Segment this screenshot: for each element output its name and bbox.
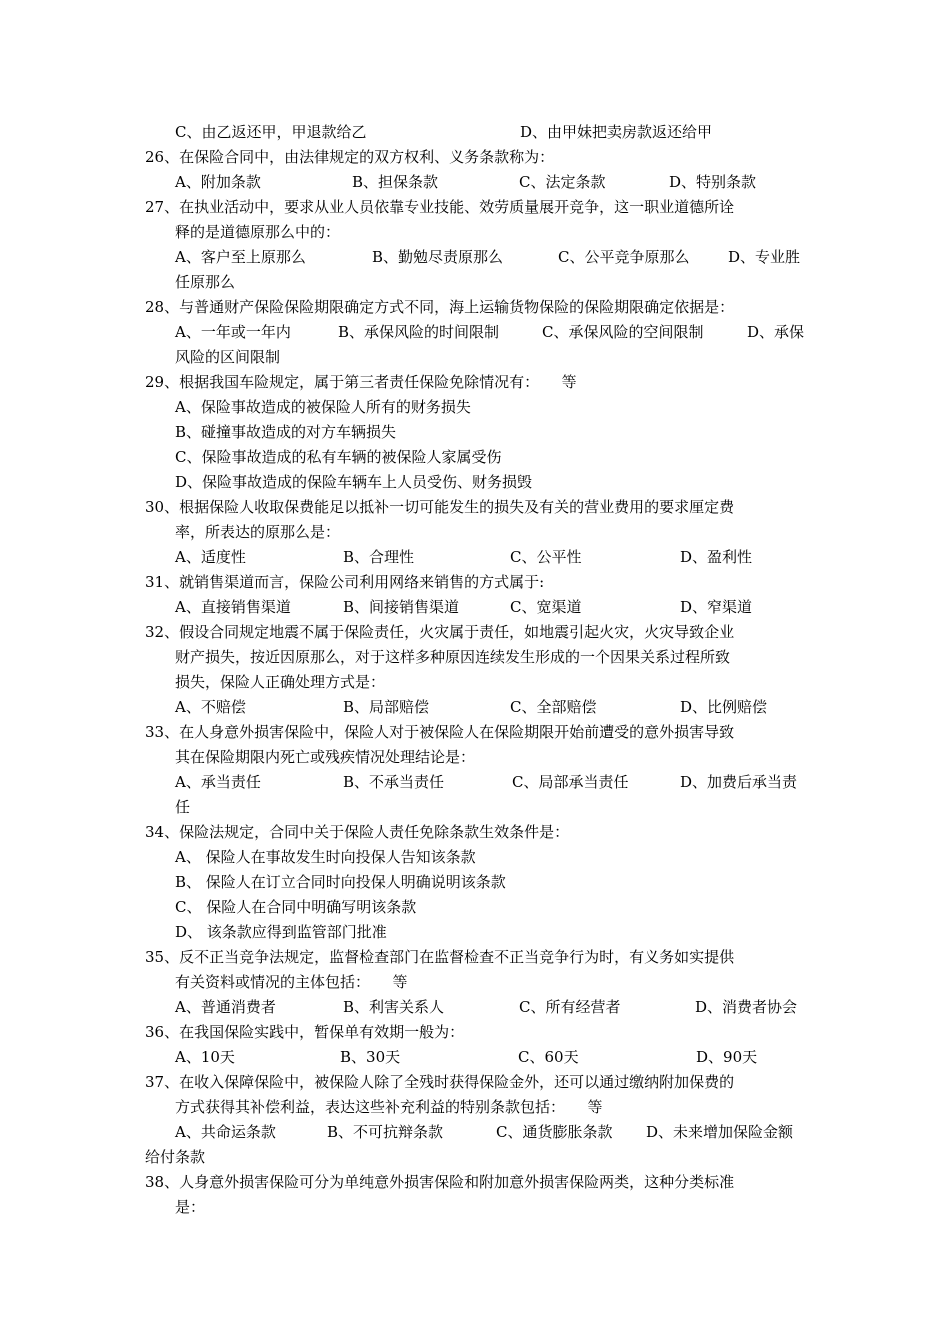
text-line: D、 该条款应得到监管部门批准 <box>175 923 387 941</box>
answer-option: A、共命运条款 <box>175 1123 276 1141</box>
question-line: 29、根据我国车险规定，属于第三者责任保险免除情况有： 等 <box>145 373 577 391</box>
answer-option: A、不赔偿 <box>175 698 246 716</box>
text-line: 释的是道德原那么中的： <box>175 223 341 241</box>
text-line: 是： <box>175 1198 206 1216</box>
question-line: 37、在收入保障保险中，被保险人除了全残时获得保险金外，还可以通过缴纳附加保费的 <box>145 1073 735 1091</box>
answer-option: B、承保风险的时间限制 <box>338 323 500 341</box>
answer-option: C、全部赔偿 <box>510 698 597 716</box>
answer-option: A、适度性 <box>175 548 246 566</box>
question-line: 31、就销售渠道而言，保险公司利用网络来销售的方式属于: <box>145 573 545 591</box>
answer-option: C、公平竞争原那么 <box>558 248 690 266</box>
answer-option: A、普通消费者 <box>175 998 276 1016</box>
answer-option: C、局部承当责任 <box>512 773 629 791</box>
question-line: 27、在执业活动中，要求从业人员依靠专业技能、效劳质量展开竞争，这一职业道德所诠 <box>145 198 735 216</box>
answer-option: D、消费者协会 <box>695 998 798 1016</box>
answer-option: D、90天 <box>696 1048 758 1066</box>
question-line: 26、在保险合同中，由法律规定的双方权利、义务条款称为： <box>145 148 555 166</box>
answer-option: A、一年或一年内 <box>175 323 291 341</box>
text-line: 给付条款 <box>145 1148 206 1166</box>
text-line: 风险的区间限制 <box>175 348 281 366</box>
answer-option: D、盈利性 <box>680 548 753 566</box>
answer-option: D、比例赔偿 <box>680 698 768 716</box>
answer-option: A、直接销售渠道 <box>175 598 291 616</box>
text-line: B、碰撞事故造成的对方车辆损失 <box>175 423 397 441</box>
answer-option: C、由乙返还甲，甲退款给乙 <box>175 123 367 141</box>
answer-option: D、承保 <box>747 323 805 341</box>
answer-option: C、法定条款 <box>519 173 606 191</box>
question-line: 33、在人身意外损害保险中，保险人对于被保险人在保险期限开始前遭受的意外损害导致 <box>145 723 735 741</box>
answer-option: C、通货膨胀条款 <box>496 1123 613 1141</box>
text-line: 损失，保险人正确处理方式是： <box>175 673 386 691</box>
text-line: A、保险事故造成的被保险人所有的财务损失 <box>175 398 471 416</box>
answer-option: A、客户至上原那么 <box>175 248 306 266</box>
answer-option: B、担保条款 <box>352 173 439 191</box>
answer-option: C、宽渠道 <box>510 598 582 616</box>
text-line: 方式获得其补偿利益，表达这些补充利益的特别条款包括： 等 <box>175 1098 603 1116</box>
text-line: 财产损失，按近因原那么，对于这样多种原因连续发生形成的一个因果关系过程所致 <box>175 648 731 666</box>
answer-option: C、承保风险的空间限制 <box>542 323 704 341</box>
answer-option: B、勤勉尽责原那么 <box>372 248 504 266</box>
text-line: 其在保险期限内死亡或残疾情况处理结论是： <box>175 748 476 766</box>
answer-option: A、附加条款 <box>175 173 261 191</box>
text-line: D、保险事故造成的保险车辆车上人员受伤、财务损毁 <box>175 473 533 491</box>
text-line: 率，所表达的原那么是： <box>175 523 341 541</box>
answer-option: B、间接销售渠道 <box>343 598 460 616</box>
answer-option: D、由甲妹把卖房款返还给甲 <box>520 123 713 141</box>
answer-option: C、60天 <box>518 1048 579 1066</box>
question-line: 32、假设合同规定地震不属于保险责任，火灾属于责任，如地震引起火灾，火灾导致企业 <box>145 623 735 641</box>
answer-option: D、窄渠道 <box>680 598 753 616</box>
answer-option: B、30天 <box>340 1048 401 1066</box>
answer-option: D、未来增加保险金额 <box>646 1123 794 1141</box>
question-line: 38、人身意外损害保险可分为单纯意外损害保险和附加意外损害保险两类，这种分类标准 <box>145 1173 735 1191</box>
question-line: 30、根据保险人收取保费能足以抵补一切可能发生的损失及有关的营业费用的要求厘定费 <box>145 498 735 516</box>
answer-option: C、公平性 <box>510 548 582 566</box>
answer-option: A、10天 <box>175 1048 235 1066</box>
text-line: C、保险事故造成的私有车辆的被保险人家属受伤 <box>175 448 502 466</box>
answer-option: D、专业胜 <box>728 248 801 266</box>
text-line: 任原那么 <box>175 273 236 291</box>
answer-option: A、承当责任 <box>175 773 261 791</box>
answer-option: B、利害关系人 <box>343 998 445 1016</box>
question-line: 35、反不正当竞争法规定，监督检查部门在监督检查不正当竞争行为时，有义务如实提供 <box>145 948 735 966</box>
text-line: 任 <box>175 798 191 816</box>
answer-option: B、不可抗辩条款 <box>327 1123 444 1141</box>
answer-option: D、加费后承当责 <box>680 773 798 791</box>
answer-option: D、特别条款 <box>669 173 757 191</box>
question-line: 28、与普通财产保险保险期限确定方式不同，海上运输货物保险的保险期限确定依据是： <box>145 298 735 316</box>
text-line: A、 保险人在事故发生时向投保人告知该条款 <box>175 848 476 866</box>
text-line: B、 保险人在订立合同时向投保人明确说明该条款 <box>175 873 506 891</box>
answer-option: B、合理性 <box>343 548 415 566</box>
text-line: C、 保险人在合同中明确写明该条款 <box>175 898 417 916</box>
answer-option: C、所有经营者 <box>519 998 621 1016</box>
question-line: 34、保险法规定，合同中关于保险人责任免除条款生效条件是： <box>145 823 570 841</box>
answer-option: B、不承当责任 <box>343 773 445 791</box>
text-line: 有关资料或情况的主体包括： 等 <box>175 973 408 991</box>
question-line: 36、在我国保险实践中，暂保单有效期一般为： <box>145 1023 465 1041</box>
answer-option: B、局部赔偿 <box>343 698 430 716</box>
